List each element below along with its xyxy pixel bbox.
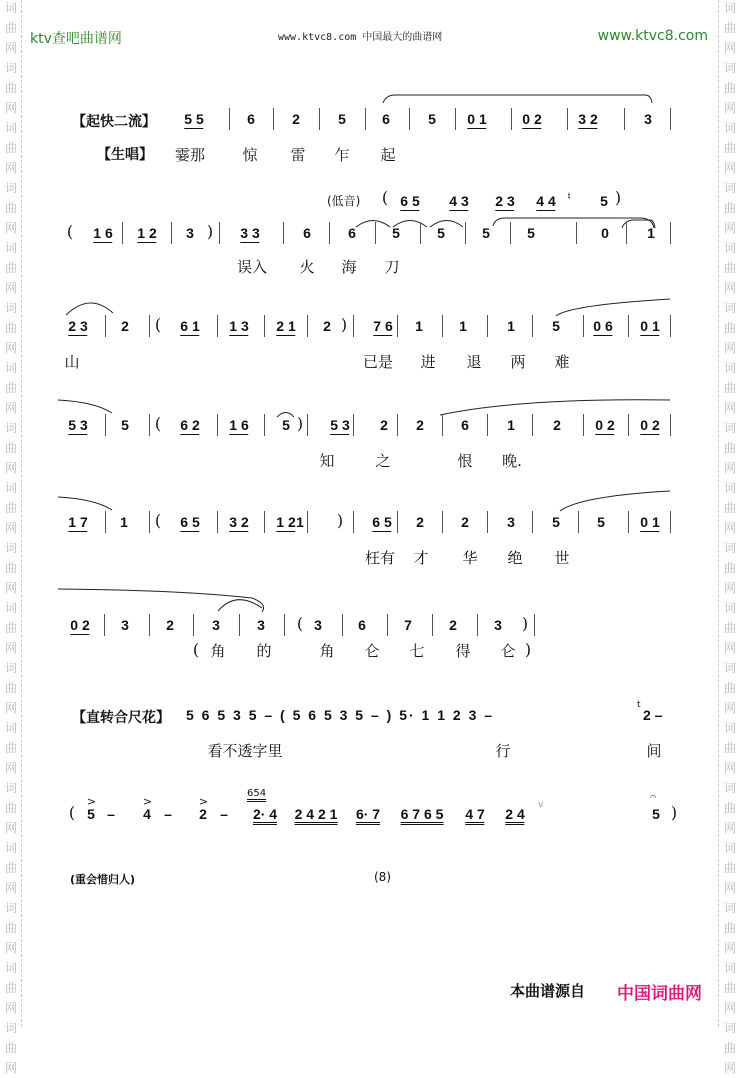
- note-group: 2 4: [505, 806, 524, 825]
- watermark-text: 词 曲 网: [723, 181, 736, 235]
- bar-line: [578, 511, 579, 533]
- lyric-text: 看不透字里: [207, 742, 283, 760]
- note: 5: [338, 111, 346, 127]
- note: 0 2: [70, 617, 90, 633]
- watermark-text: 词 曲 网: [4, 121, 17, 175]
- accent-mark: >: [87, 795, 97, 808]
- lyric-text: 之: [375, 452, 391, 470]
- close-paren: ): [296, 414, 304, 433]
- watermark-text: 词 曲 网: [723, 481, 736, 535]
- bar-line: [264, 511, 265, 533]
- bar-line: [239, 614, 240, 636]
- note: 5: [437, 225, 445, 241]
- watermark-text: 词 曲 网: [723, 661, 736, 715]
- note: 3: [314, 617, 322, 633]
- note: 6: [382, 111, 390, 127]
- note: 3 2: [229, 514, 249, 530]
- watermark-text: 词 曲 网: [723, 841, 736, 895]
- note: 6: [247, 111, 255, 127]
- lyric-text: 霎那: [174, 146, 206, 164]
- note: 1: [507, 318, 515, 334]
- note-group: 2 4 2 1: [295, 806, 338, 825]
- note: 5: [600, 193, 608, 209]
- lyric-text: 角: [319, 642, 335, 660]
- bar-line: [149, 511, 150, 533]
- lyric-text: 间: [646, 742, 662, 760]
- note: 1 2: [137, 225, 157, 241]
- bar-line: [193, 614, 194, 636]
- note: 4 4: [536, 193, 556, 209]
- header-slogan: 中国最大的曲谱网: [362, 32, 443, 43]
- grace-notes: 654: [247, 788, 266, 802]
- note: 2 1: [276, 318, 296, 334]
- lyric-text: 乍: [334, 146, 350, 164]
- note: 2: [416, 514, 424, 530]
- watermark-text: 词 曲 网: [723, 1, 736, 55]
- bar-line: [477, 614, 478, 636]
- lyric-text: 误入: [236, 258, 268, 276]
- bar-line: [264, 315, 265, 337]
- note: 2: [380, 417, 388, 433]
- lyric-text: 才: [413, 549, 429, 567]
- watermark-text: 词 曲 网: [4, 781, 17, 835]
- note: 5 3: [330, 417, 350, 433]
- note: 0 6: [593, 318, 613, 334]
- watermark-text: 词 曲 网: [723, 121, 736, 175]
- watermark-text: 词 曲 网: [723, 61, 736, 115]
- lyric-text: 山: [64, 353, 80, 371]
- lyric-text: 世: [554, 549, 570, 567]
- note: 6: [303, 225, 311, 241]
- bar-line: [353, 315, 354, 337]
- dash-extension: –: [164, 806, 172, 822]
- watermark-text: 词 曲 网: [723, 1021, 736, 1075]
- bar-line: [105, 511, 106, 533]
- bar-line: [409, 108, 410, 130]
- bar-line: [626, 222, 627, 244]
- note: 7 6: [373, 318, 393, 334]
- lyric-text: 难: [554, 353, 570, 371]
- lyric-text: 角: [210, 642, 226, 660]
- breath-mark: v: [538, 800, 544, 810]
- lyric-text: 进: [420, 353, 436, 371]
- left-watermark-strip: [0, 0, 22, 1075]
- page-number: (8): [374, 870, 391, 884]
- watermark-text: 词 曲 网: [4, 481, 17, 535]
- watermark-text: 词 曲 网: [4, 301, 17, 355]
- note: 4 3: [449, 193, 469, 209]
- note: 6: [348, 225, 356, 241]
- note: 0 1: [640, 318, 660, 334]
- bar-line: [532, 315, 533, 337]
- bar-line: [219, 222, 220, 244]
- bar-line: [342, 614, 343, 636]
- bar-line: [264, 414, 265, 436]
- note: 1 6: [229, 417, 249, 433]
- note: 5 3: [68, 417, 88, 433]
- note: 2: [323, 318, 331, 334]
- note-group: 6· 7: [356, 806, 380, 825]
- note: 2: [166, 617, 174, 633]
- bar-line: [583, 414, 584, 436]
- note: 0 1: [640, 514, 660, 530]
- bar-line: [487, 315, 488, 337]
- bar-line: [149, 315, 150, 337]
- watermark-text: 词 曲 网: [4, 361, 17, 415]
- bar-line: [149, 414, 150, 436]
- bar-line: [532, 511, 533, 533]
- bar-line: [307, 511, 308, 533]
- bar-line: [397, 315, 398, 337]
- watermark-text: 词 曲 网: [4, 901, 17, 955]
- bar-line: [420, 222, 421, 244]
- watermark-text: 词 曲 网: [4, 601, 17, 655]
- source-site-link[interactable]: 中国词曲网: [617, 984, 702, 1004]
- watermark-text: 词 曲 网: [4, 721, 17, 775]
- dash-extension: –: [107, 806, 115, 822]
- lyric-text: 仑: [500, 642, 516, 660]
- note: 1 7: [68, 514, 88, 530]
- bar-line: [171, 222, 172, 244]
- note: 3: [257, 617, 265, 633]
- watermark-text: 词 曲 网: [723, 421, 736, 475]
- bar-line: [104, 614, 105, 636]
- lyric-text: 华: [462, 549, 478, 567]
- grace-mark: t: [637, 700, 641, 710]
- bar-line: [567, 108, 568, 130]
- close-paren: ): [340, 315, 348, 334]
- watermark-text: 词 曲 网: [723, 901, 736, 955]
- note: 2: [449, 617, 457, 633]
- bar-line: [397, 511, 398, 533]
- note: 1: [120, 514, 128, 530]
- note: 7: [404, 617, 412, 633]
- note: 5: [392, 225, 400, 241]
- header-center: [278, 28, 442, 43]
- note: 0 1: [467, 111, 487, 127]
- note: 1: [415, 318, 423, 334]
- watermark-text: 词 曲 网: [4, 421, 17, 475]
- watermark-text: 词 曲 网: [723, 301, 736, 355]
- note: 1 6: [93, 225, 113, 241]
- bar-line: [307, 414, 308, 436]
- open-paren: (: [154, 315, 162, 334]
- accent-mark: >: [199, 795, 209, 808]
- accented-note: 2: [199, 806, 207, 822]
- close-paren: ): [521, 614, 529, 633]
- bar-line: [329, 222, 330, 244]
- watermark-text: 词 曲 网: [4, 1, 17, 55]
- bar-line: [465, 222, 466, 244]
- bar-line: [583, 315, 584, 337]
- watermark-text: 词 曲 网: [723, 541, 736, 595]
- note: 3: [186, 225, 194, 241]
- watermark-text: 词 曲 网: [723, 721, 736, 775]
- lyric-text: 刀: [384, 258, 400, 276]
- melody-ending: 2 –: [643, 707, 663, 723]
- watermark-text: 词 曲 网: [4, 961, 17, 1015]
- note: 5: [527, 225, 535, 241]
- bar-line: [307, 315, 308, 337]
- bar-line: [397, 414, 398, 436]
- note: 0 2: [522, 111, 542, 127]
- bar-line: [576, 222, 577, 244]
- lyric-text: 知: [319, 452, 335, 470]
- note: 5: [482, 225, 490, 241]
- note-group: 2· 4: [253, 806, 277, 825]
- note: 5 5: [184, 111, 204, 127]
- note: 6: [461, 417, 469, 433]
- note: 5: [282, 417, 290, 433]
- note: 1: [507, 417, 515, 433]
- bar-line: [432, 614, 433, 636]
- bar-line: [455, 108, 456, 130]
- bar-line: [487, 414, 488, 436]
- bar-line: [511, 108, 512, 130]
- natural-sign: ♮: [567, 190, 571, 203]
- close-paren: ): [206, 222, 214, 241]
- watermark-text: 词 曲 网: [723, 781, 736, 835]
- bar-line: [510, 222, 511, 244]
- bar-line: [105, 414, 106, 436]
- note: 3: [212, 617, 220, 633]
- header-site-url[interactable]: www.ktvc8.com: [597, 28, 708, 44]
- note: 6 2: [180, 417, 200, 433]
- lyric-text: 火: [299, 258, 315, 276]
- watermark-text: 词 曲 网: [723, 601, 736, 655]
- bar-line: [670, 414, 671, 436]
- watermark-text: 词 曲 网: [4, 841, 17, 895]
- note: 6 5: [180, 514, 200, 530]
- watermark-text: 词 曲 网: [4, 61, 17, 115]
- note: 0 2: [595, 417, 615, 433]
- note: 2: [292, 111, 300, 127]
- bar-line: [442, 414, 443, 436]
- bar-line: [375, 222, 376, 244]
- lyric-text: (: [192, 640, 200, 659]
- close-paren: ): [336, 511, 344, 530]
- watermark-text: 词 曲 网: [4, 1021, 17, 1075]
- role-label: 【生唱】: [97, 147, 153, 163]
- note: 3 3: [240, 225, 260, 241]
- bar-line: [217, 315, 218, 337]
- close-paren: ): [670, 803, 678, 822]
- bar-line: [273, 108, 274, 130]
- note: 2: [416, 417, 424, 433]
- note: 3: [507, 514, 515, 530]
- bar-line: [670, 222, 671, 244]
- bar-line: [387, 614, 388, 636]
- note: 1: [647, 225, 655, 241]
- lyric-text: 的: [256, 642, 272, 660]
- note: 1: [296, 514, 304, 530]
- watermark-text: 词 曲 网: [723, 361, 736, 415]
- bar-line: [628, 414, 629, 436]
- accented-note: 5: [87, 806, 95, 822]
- note: 6 5: [400, 193, 420, 209]
- note: 1 2: [276, 514, 296, 530]
- open-paren: (: [296, 614, 304, 633]
- lyric-text: 绝: [507, 549, 523, 567]
- note: 2: [461, 514, 469, 530]
- bar-line: [628, 315, 629, 337]
- open-paren: (: [68, 803, 76, 822]
- note-group: 6 7 6 5: [401, 806, 444, 825]
- note: 1: [459, 318, 467, 334]
- note: 5: [428, 111, 436, 127]
- note: 2 3: [68, 318, 88, 334]
- fermata-icon: 𝄐: [650, 790, 657, 803]
- lyric-text: 退: [466, 353, 482, 371]
- note: 0 2: [640, 417, 660, 433]
- lyric-text: 得: [455, 642, 471, 660]
- note: 5: [597, 514, 605, 530]
- fermata-note: 5: [652, 806, 660, 822]
- bar-line: [487, 511, 488, 533]
- lyric-text: 七: [409, 642, 425, 660]
- lyric-text: ): [524, 640, 532, 659]
- bar-line: [149, 614, 150, 636]
- footnote-title: (重会惜归人): [70, 873, 136, 886]
- watermark-text: 词 曲 网: [723, 961, 736, 1015]
- bar-line: [534, 614, 535, 636]
- watermark-text: 词 曲 网: [4, 241, 17, 295]
- watermark-text: 词 曲 网: [723, 241, 736, 295]
- bar-line: [122, 222, 123, 244]
- note: 6 1: [180, 318, 200, 334]
- bar-line: [365, 108, 366, 130]
- note: 3: [121, 617, 129, 633]
- lyric-text: 惊: [242, 146, 258, 164]
- lyric-text: 行: [495, 742, 511, 760]
- lyric-text: 枉有: [364, 549, 396, 567]
- right-watermark-strip: [718, 0, 740, 1075]
- bar-line: [217, 511, 218, 533]
- lyric-text: 海: [341, 258, 357, 276]
- bar-line: [217, 414, 218, 436]
- accent-mark: >: [143, 795, 153, 808]
- bass-open: (: [381, 188, 389, 207]
- note: 0: [601, 225, 609, 241]
- note: 3: [644, 111, 652, 127]
- watermark-text: 词 曲 网: [4, 541, 17, 595]
- note: 6 5: [372, 514, 392, 530]
- section-label-2: 【直转合尺花】: [72, 710, 170, 726]
- watermark-text: 词 曲 网: [4, 181, 17, 235]
- lyric-text: 起: [380, 146, 396, 164]
- bar-line: [532, 414, 533, 436]
- bar-line: [319, 108, 320, 130]
- lyric-text: 晚.: [502, 452, 522, 470]
- bar-line: [353, 511, 354, 533]
- bar-line: [353, 414, 354, 436]
- source-label: 本曲谱源自: [510, 982, 586, 1000]
- note: 2 3: [495, 193, 515, 209]
- note: 6: [358, 617, 366, 633]
- note: 5: [552, 514, 560, 530]
- open-paren: (: [154, 414, 162, 433]
- lyric-text: 已是: [362, 353, 394, 371]
- bar-line: [105, 315, 106, 337]
- bar-line: [283, 222, 284, 244]
- watermark-text: 词 曲 网: [4, 661, 17, 715]
- bar-line: [670, 315, 671, 337]
- note: 3 2: [578, 111, 598, 127]
- accented-note: 4: [143, 806, 151, 822]
- lyric-text: 恨: [457, 452, 473, 470]
- note-group: 4 7: [465, 806, 484, 825]
- bass-close: ): [614, 188, 622, 207]
- header-url[interactable]: www.ktvc8.com: [278, 32, 357, 43]
- bar-line: [624, 108, 625, 130]
- melody-sequence: 5 6 5 3 5 – ( 5 6 5 3 5 – ) 5· 1 1 2 3 –: [186, 707, 495, 723]
- dash-extension: –: [220, 806, 228, 822]
- note: 3: [494, 617, 502, 633]
- bass-label: (低音): [327, 194, 361, 208]
- bar-line: [442, 511, 443, 533]
- bar-line: [670, 108, 671, 130]
- note: 1 3: [229, 318, 249, 334]
- bar-line: [628, 511, 629, 533]
- section-label: 【起快二流】: [72, 114, 156, 130]
- lyric-text: 仑: [364, 642, 380, 660]
- note: 2: [121, 318, 129, 334]
- bar-line: [670, 511, 671, 533]
- note: 2: [553, 417, 561, 433]
- note: 5: [121, 417, 129, 433]
- lyric-text: 雷: [290, 146, 306, 164]
- open-paren: (: [154, 511, 162, 530]
- site-logo-text[interactable]: ktv查吧曲谱网: [30, 31, 122, 47]
- note: 5: [552, 318, 560, 334]
- open-paren: (: [66, 222, 74, 241]
- bar-line: [442, 315, 443, 337]
- lyric-text: 两: [510, 353, 526, 371]
- bar-line: [229, 108, 230, 130]
- bar-line: [284, 614, 285, 636]
